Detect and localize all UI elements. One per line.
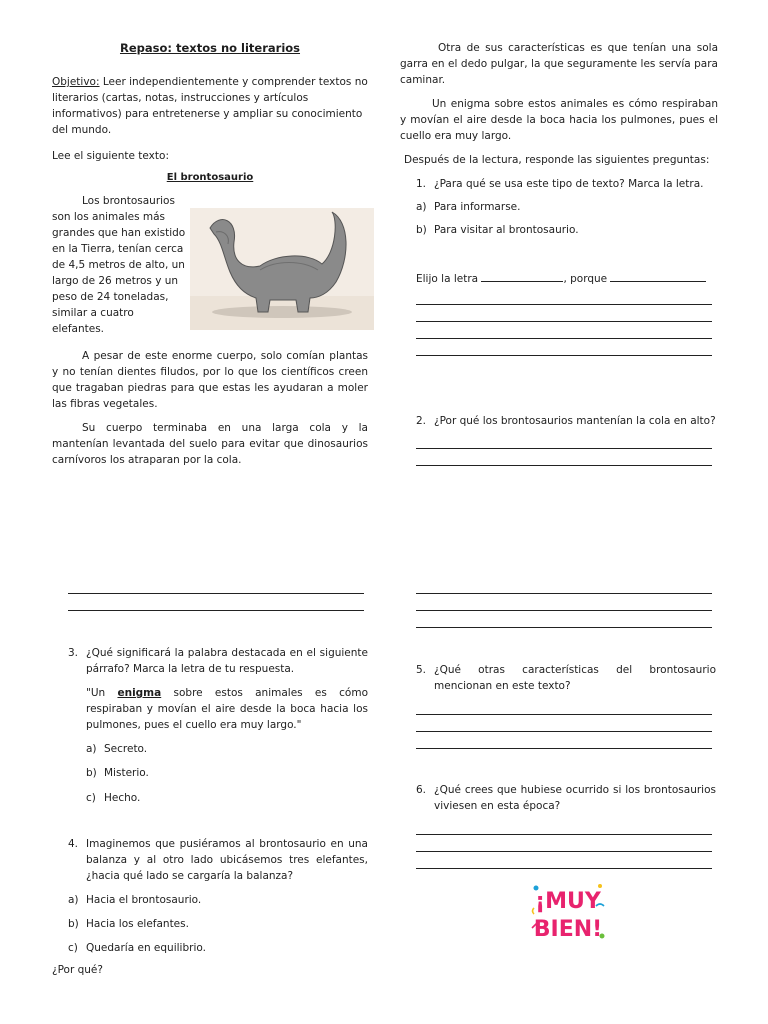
option-letter: c) [86, 792, 96, 804]
option-text: Para visitar al brontosaurio. [434, 224, 579, 236]
answer-line[interactable] [68, 610, 364, 611]
reading-paragraph-4: Otra de sus características es que tenían una sola garra en el dedo pulgar, la que seguramente les servía para caminar. [400, 42, 718, 86]
answer-line[interactable] [416, 731, 712, 732]
why-prompt: ¿Por qué? [52, 964, 103, 976]
option-text: Hacia el brontosaurio. [86, 894, 202, 906]
option-letter: b) [68, 918, 79, 930]
option-b[interactable] [68, 916, 189, 932]
objective [52, 74, 372, 138]
option-text: Hecho. [104, 792, 141, 804]
question-3-quote [86, 685, 368, 733]
option-letter: b) [416, 224, 427, 236]
answer-line[interactable] [68, 593, 364, 594]
option-text: Para informarse. [434, 201, 521, 213]
muy-bien-sticker [528, 878, 608, 950]
answer-line[interactable] [416, 714, 712, 715]
question-5-text: ¿Qué otras características del brontosaurio mencionan en este texto? [434, 664, 716, 692]
reading-paragraph-3: Su cuerpo terminaba en una larga cola y la mantenían levantada del suelo para evitar que dinosaurios carnívoros los atraparan por la cola. [52, 422, 368, 466]
option-a[interactable] [416, 199, 520, 215]
instruction: Lee el siguiente texto: [52, 150, 169, 162]
reason-blank[interactable] [610, 270, 706, 282]
question-3-text: ¿Qué significará la palabra destacada en el siguiente párrafo? Marca la letra de tu respuesta. [86, 647, 368, 675]
answer-line[interactable] [416, 304, 712, 305]
letter-blank[interactable] [481, 270, 563, 282]
option-text: Hacia los elefantes. [86, 918, 189, 930]
question-6 [416, 782, 716, 814]
highlighted-word: enigma [117, 687, 162, 699]
option-letter: c) [68, 942, 78, 954]
choose-letter-label: Elijo la letra [416, 273, 479, 285]
question-3-number: 3. [68, 647, 79, 659]
sticker-line-2: BIEN! [533, 917, 603, 942]
option-b[interactable] [86, 765, 149, 781]
question-6-number: 6. [416, 784, 427, 796]
because-label: , porque [563, 273, 608, 285]
reading-paragraph-2: A pesar de este enorme cuerpo, solo comían plantas y no tenían dientes filudos, por lo que los científicos creen que tragaban piedras para que estas les ayudaran a moler las fibras vegetales. [52, 350, 368, 410]
option-a[interactable] [68, 892, 201, 908]
answer-line[interactable] [416, 627, 712, 628]
answer-line[interactable] [416, 748, 712, 749]
reading-paragraph-5: Un enigma sobre estos animales es cómo respiraban y movían el aire desde la boca hacia los pulmones, pues el cuello era muy largo. [400, 98, 718, 142]
option-c[interactable] [68, 940, 206, 956]
reading-paragraph-1: Los brontosaurios son los animales más grandes que han existido en la Tierra, tenían cerca de 4,5 metros de alto, un largo de 26 metros y un peso de 24 toneladas, similar a cuatro elefantes. [52, 195, 186, 335]
question-2-text: ¿Por qué los brontosaurios mantenían la cola en alto? [434, 415, 716, 427]
answer-line[interactable] [416, 610, 712, 611]
answer-line[interactable] [416, 851, 712, 852]
page-title: Repaso: textos no literarios [119, 41, 301, 55]
question-5 [416, 662, 716, 694]
answer-line[interactable] [416, 868, 712, 869]
choose-letter-line [416, 270, 716, 287]
question-6-text: ¿Qué crees que hubiese ocurrido si los brontosaurios viviesen en esta época? [434, 784, 716, 812]
question-2 [416, 413, 716, 429]
option-letter: a) [68, 894, 79, 906]
answer-line[interactable] [416, 338, 712, 339]
answer-line[interactable] [416, 321, 712, 322]
answer-line[interactable] [416, 448, 712, 449]
option-a[interactable] [86, 741, 147, 757]
answer-line[interactable] [416, 355, 712, 356]
option-letter: b) [86, 767, 97, 779]
question-5-number: 5. [416, 664, 427, 676]
question-4-text: Imaginemos que pusiéramos al brontosaurio en una balanza y al otro lado ubicásemos tres elefantes, ¿hacia qué lado se cargaría la balanza? [86, 838, 368, 882]
option-letter: a) [86, 743, 97, 755]
answer-line[interactable] [416, 465, 712, 466]
question-2-number: 2. [416, 415, 427, 427]
question-1 [416, 176, 716, 192]
reading-title: El brontosaurio [166, 172, 254, 183]
question-1-text: ¿Para qué se usa este tipo de texto? Marca la letra. [434, 178, 704, 190]
sticker-graphic [528, 878, 608, 950]
sticker-line-1: ¡MUY [535, 889, 601, 914]
quote-open: "Un [86, 687, 118, 699]
answer-line[interactable] [416, 834, 712, 835]
question-3 [68, 645, 368, 677]
objective-text: Leer independientemente y comprender textos no literarios (cartas, notas, instrucciones y artículos informativos) para entretenerse y ampliar su conocimiento del mundo. [52, 76, 368, 136]
option-b[interactable] [416, 222, 579, 238]
brontosaurus-illustration [190, 208, 374, 330]
option-letter: a) [416, 201, 427, 213]
option-text: Quedaría en equilibrio. [86, 942, 206, 954]
question-4 [68, 836, 368, 884]
answer-line[interactable] [416, 593, 712, 594]
option-c[interactable] [86, 790, 140, 806]
question-1-number: 1. [416, 178, 427, 190]
objective-label: Objetivo: [52, 76, 100, 88]
quote-rest: sobre estos animales es cómo respiraban y movían el aire desde la boca hacia los pulmones, pues el cuello era muy largo." [86, 687, 368, 731]
option-text: Misterio. [104, 767, 149, 779]
after-reading-instruction: Después de la lectura, responde las siguientes preguntas: [404, 154, 710, 166]
option-text: Secreto. [104, 743, 148, 755]
question-4-number: 4. [68, 838, 79, 850]
